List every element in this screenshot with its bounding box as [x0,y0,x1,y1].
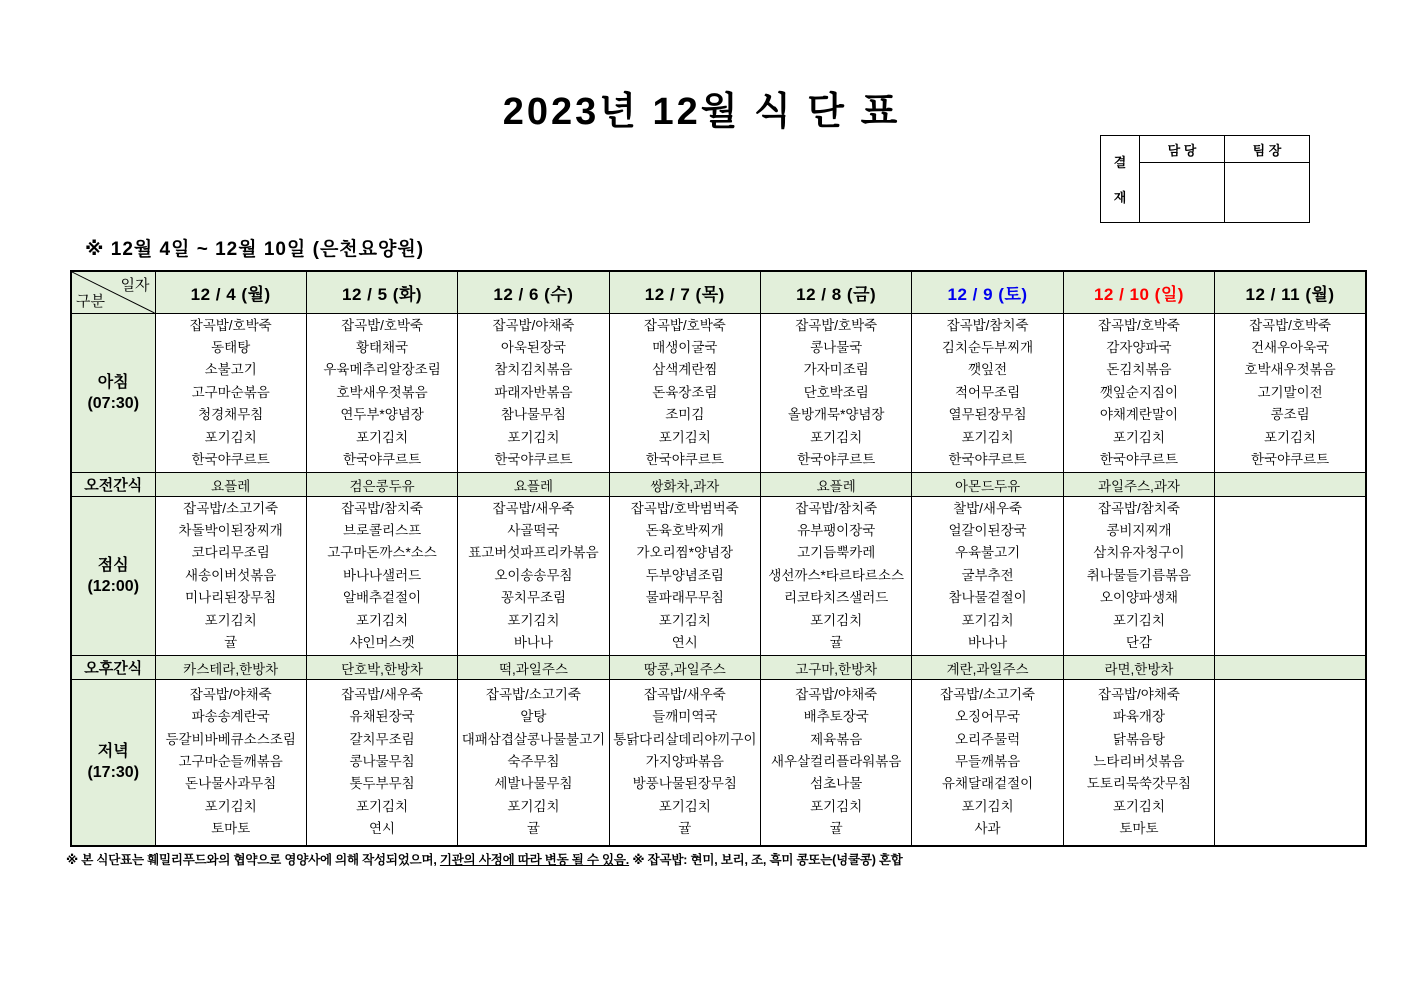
menu-item: 콩조림 [1270,407,1310,423]
menu-item: 포기김치 [204,612,257,628]
row-afternoon-snack [71,656,1366,680]
approval-col-staff: 담 당 [1140,136,1225,163]
menu-item: 가지양파볶음 [645,754,724,770]
menu-item: 삼치유자청구이 [1093,545,1185,561]
date-column-header: 12 / 8 (금) [761,271,912,314]
menu-item: 콩비지찌개 [1106,522,1172,538]
menu-item: 올방개묵*양념장 [787,407,885,423]
menu-item: 토마토 [211,821,251,837]
row-label-lunch [71,497,155,656]
menu-item: 귤 [829,635,843,651]
approval-staff-signature-cell [1140,163,1225,223]
menu-item: 굴부추전 [961,567,1014,583]
snack-cell [1215,656,1366,680]
menu-item: 한국야쿠르트 [1250,452,1330,468]
snack-cell: 과일주스,과자 [1063,473,1214,497]
approval-sign-char-2: 재 [1113,190,1127,205]
menu-cell [609,497,760,656]
menu-item: 생선까스*타르타르소스 [768,567,905,583]
menu-item: 콩나물국 [810,339,863,355]
menu-item: 토마토 [1119,821,1159,837]
menu-item: 포기김치 [810,798,863,814]
menu-item: 찰밥/새우죽 [953,500,1023,516]
snack-cell [1215,473,1366,497]
menu-item: 포기김치 [507,612,560,628]
snack-cell: 라면,한방차 [1063,656,1214,680]
menu-item: 바나나샐러드 [342,567,422,583]
menu-item: 고기듬뿍카레 [797,545,876,561]
footnote [66,850,1386,868]
menu-item: 통닭다리살데리야끼구이 [613,731,757,747]
menu-item: 돈나물사과무침 [185,776,277,792]
menu-item: 호박새우젓볶음 [1244,362,1336,378]
approval-col-manager: 팀 장 [1225,136,1310,163]
menu-item: 포기김치 [658,429,711,445]
footnote-part1: ※ 본 식단표는 훼밀리푸드와의 협약으로 영양사에 의해 작성되었으며, [66,853,440,867]
menu-item: 포기김치 [961,798,1014,814]
corner-date-label: 일자 [120,277,150,294]
menu-item: 귤 [224,635,238,651]
menu-item: 소불고기 [204,362,257,378]
menu-item: 바나나 [513,635,553,651]
menu-cell [458,314,609,473]
menu-item: 제육볶음 [810,731,863,747]
date-column-header: 12 / 10 (일) [1063,271,1214,314]
approval-table [1100,135,1310,223]
menu-item: 고기말이전 [1257,384,1323,400]
date-column-header: 12 / 9 (토) [912,271,1063,314]
menu-item: 포기김치 [1112,612,1166,628]
menu-item: 참나물겉절이 [948,590,1027,606]
menu-item: 세발나물무침 [494,776,573,792]
menu-item: 연두부*양념장 [340,407,424,423]
menu-item: 김치순두부찌개 [941,339,1034,355]
menu-item: 적어무조림 [954,384,1021,400]
snack-cell: 요플레 [761,473,912,497]
menu-cell [1215,497,1366,656]
menu-item: 파송송계란국 [191,709,270,725]
menu-item: 차돌박이된장찌개 [178,522,283,538]
menu-item: 오이송송무침 [494,567,573,583]
menu-item: 닭볶음탕 [1112,731,1166,747]
menu-item: 오이양파생채 [1099,590,1179,606]
menu-item: 잡곡밥/야채죽 [189,686,272,702]
menu-item: 포기김치 [355,612,409,628]
menu-item: 호박새우젓볶음 [336,384,428,400]
menu-item: 포기김치 [507,798,560,814]
menu-item: 잡곡밥/참치죽 [341,500,424,516]
menu-item: 잡곡밥/호박죽 [643,317,726,333]
menu-item: 돈김치볶음 [1106,362,1172,378]
menu-item: 샤인머스켓 [349,635,415,651]
menu-item: 단호박조림 [803,384,869,400]
menu-item: 잡곡밥/참치죽 [1097,500,1180,516]
menu-item: 포기김치 [961,429,1014,445]
menu-item: 귤 [526,821,540,837]
menu-item: 섬초나물 [810,776,863,792]
menu-item: 취나물들기름볶음 [1086,567,1192,583]
menu-item: 우육메추리알장조림 [323,362,441,378]
menu-cell [1215,680,1366,846]
menu-item: 고구마순볶음 [191,384,270,400]
menu-cell [458,497,609,656]
menu-item: 가오리찜*양념장 [636,545,734,561]
menu-item: 귤 [678,821,692,837]
snack-cell: 요플레 [155,473,306,497]
menu-item: 귤 [829,821,843,837]
menu-item: 야채계란말이 [1099,407,1179,423]
menu-cell [761,314,912,473]
footnote-underlined: 기관의 사정에 따라 변동 될 수 있음. [439,853,630,867]
menu-item: 포기김치 [204,429,257,445]
menu-item: 새우살컬리플라워볶음 [770,754,902,770]
menu-cell [912,497,1063,656]
row-label-morning-snack [71,473,155,497]
menu-item: 포기김치 [961,612,1014,628]
menu-item: 숙주무침 [507,754,560,770]
menu-cell [155,314,306,473]
menu-item: 방풍나물된장무침 [632,776,737,792]
date-column-header: 12 / 5 (화) [306,271,457,314]
menu-item: 무들깨볶음 [954,754,1021,770]
date-range-subtitle: ※ 12월 4일 ~ 12월 10일 (은천요양원) [85,239,425,260]
row-label-text: 저녁 [97,743,129,761]
menu-item: 잡곡밥/소고기죽 [485,686,581,702]
menu-cell [761,497,912,656]
menu-cell [1215,314,1366,473]
menu-item: 잡곡밥/호박죽 [1097,317,1180,333]
menu-item: 포기김치 [658,612,711,628]
menu-item: 잡곡밥/호박죽 [341,317,424,333]
row-morning-snack [71,473,1366,497]
menu-item: 잡곡밥/호박범벅죽 [630,500,739,516]
menu-item: 잡곡밥/소고기죽 [940,686,1036,702]
menu-item: 참나물무침 [500,407,567,423]
menu-item: 동태탕 [211,339,251,355]
menu-item: 포기김치 [658,798,711,814]
menu-item: 얼갈이된장국 [948,522,1027,538]
menu-item: 갈치무조림 [349,731,415,747]
approval-sign-char-1: 결 [1113,155,1127,170]
menu-item: 잡곡밥/야채죽 [492,317,575,333]
menu-item: 잡곡밥/호박죽 [189,317,272,333]
menu-item: 유부팽이장국 [797,522,876,538]
menu-item: 한국야쿠르트 [948,452,1027,468]
row-label-text: 오후간식 [84,660,143,677]
snack-cell: 요플레 [458,473,609,497]
menu-item: 리코타치즈샐러드 [784,590,889,606]
menu-item: 포기김치 [355,429,409,445]
menu-item: 파육개장 [1112,709,1166,725]
menu-cell [306,314,457,473]
menu-cell [1063,314,1214,473]
menu-item: 배추토장국 [803,709,869,725]
menu-item: 잡곡밥/새우죽 [492,500,575,516]
menu-table [70,270,1367,847]
snack-cell: 카스테라,한방차 [155,656,306,680]
approval-manager-signature-cell [1225,163,1310,223]
snack-cell: 아몬드두유 [912,473,1063,497]
menu-item: 돈육장조림 [652,384,718,400]
menu-cell [912,680,1063,846]
menu-item: 알배추겉절이 [342,590,422,606]
date-column-header: 12 / 6 (수) [458,271,609,314]
page-title: 2023년 12월 식 단 표 [502,91,901,133]
menu-item: 깻잎순지짐이 [1099,384,1179,400]
snack-cell: 검은콩두유 [306,473,457,497]
row-label-text: 점심 [97,557,129,574]
menu-item: 유채된장국 [349,709,415,725]
menu-item: 포기김치 [355,798,409,814]
menu-item: 한국야쿠르트 [1099,452,1179,468]
menu-item: 가자미조림 [803,362,869,378]
menu-item: 콩나물무침 [349,754,415,770]
table-header-row [71,271,1366,314]
row-label-time: (17:30) [87,764,140,782]
snack-cell: 떡,과일주스 [458,656,609,680]
menu-item: 고구마돈까스*소스 [327,545,437,561]
menu-item: 포기김치 [507,429,560,445]
menu-item: 고구마순들깨볶음 [178,754,283,770]
menu-item: 삼색계란찜 [652,362,718,378]
menu-item: 대패삼겹살콩나물불고기 [461,731,606,747]
menu-item: 바나나 [968,635,1008,651]
menu-cell [306,680,457,846]
menu-cell [1063,497,1214,656]
snack-cell: 계란,과일주스 [912,656,1063,680]
row-label-breakfast [71,314,155,473]
row-label-afternoon-snack [71,656,155,680]
menu-item: 포기김치 [1112,798,1166,814]
menu-item: 도토리묵쑥갓무침 [1086,776,1192,792]
row-label-text: 오전간식 [84,477,143,494]
menu-cell [458,680,609,846]
menu-item: 알탕 [520,709,547,725]
menu-item: 잡곡밥/새우죽 [341,686,424,702]
menu-item: 잡곡밥/야채죽 [795,686,878,702]
menu-item: 사과 [974,821,1001,837]
menu-item: 톳두부무침 [349,776,415,792]
menu-item: 잡곡밥/야채죽 [1097,686,1180,702]
menu-item: 잡곡밥/호박죽 [795,317,878,333]
corner-category-label: 구분 [76,293,105,310]
row-breakfast [71,314,1366,473]
menu-item: 꽁치무조림 [500,590,567,606]
menu-item: 건새우아욱국 [1250,339,1330,355]
row-lunch [71,497,1366,656]
menu-cell [609,680,760,846]
menu-item: 연시 [671,635,698,651]
menu-item: 참치김치볶음 [494,362,573,378]
menu-item: 깻잎전 [968,362,1008,378]
menu-item: 미나리된장무침 [185,590,277,606]
row-label-time: (07:30) [87,395,140,412]
date-column-header: 12 / 4 (월) [155,271,306,314]
menu-item: 물파래무무침 [645,590,724,606]
snack-cell: 땅콩,과일주스 [609,656,760,680]
menu-item: 잡곡밥/소고기죽 [183,500,279,516]
menu-item: 등갈비바베큐소스조림 [165,731,296,747]
menu-item: 오리주물럭 [954,731,1021,747]
footnote-part2: ※ 잡곡밥: 현미, 보리, 조, 흑미 콩또는(넝쿨콩) 혼합 [629,853,903,867]
menu-item: 한국야쿠르트 [191,452,270,468]
snack-cell: 고구마,한방차 [761,656,912,680]
menu-cell [1063,680,1214,846]
menu-item: 포기김치 [1112,429,1166,445]
menu-item: 단감 [1125,635,1152,651]
menu-item: 느타리버섯볶음 [1093,754,1185,770]
date-column-header: 12 / 11 (월) [1215,271,1366,314]
menu-item: 표고버섯파프리카볶음 [468,545,599,561]
menu-item: 포기김치 [810,612,863,628]
menu-cell [609,314,760,473]
menu-item: 매생이굴국 [652,339,718,355]
menu-cell [155,497,306,656]
row-dinner [71,680,1366,846]
row-label-dinner [71,680,155,846]
menu-item: 한국야쿠르트 [645,452,724,468]
menu-item: 감자양파국 [1106,339,1172,355]
menu-item: 아욱된장국 [500,339,567,355]
menu-cell [306,497,457,656]
menu-item: 유채달래겉절이 [941,776,1034,792]
snack-cell: 단호박,한방차 [306,656,457,680]
menu-item: 오징어무국 [954,709,1021,725]
menu-item: 한국야쿠르트 [797,452,876,468]
row-label-text: 아침 [97,374,129,391]
corner-cell [71,271,155,314]
menu-item: 잡곡밥/새우죽 [643,686,726,702]
menu-item: 새송이버섯볶음 [185,567,277,583]
menu-item: 황태채국 [355,339,409,355]
snack-cell: 쌍화차,과자 [609,473,760,497]
menu-item: 잡곡밥/참치죽 [946,317,1029,333]
menu-item: 청경채무침 [198,407,264,423]
menu-cell [912,314,1063,473]
menu-item: 한국야쿠르트 [494,452,573,468]
menu-cell [155,680,306,846]
menu-item: 연시 [369,821,396,837]
menu-item: 조미김 [665,407,705,423]
menu-item: 브로콜리스프 [342,522,422,538]
row-label-time: (12:00) [87,578,140,595]
menu-item: 포기김치 [810,429,863,445]
menu-item: 포기김치 [1263,429,1317,445]
menu-item: 파래자반볶음 [494,384,573,400]
menu-item: 코다리무조림 [191,545,270,561]
menu-cell [761,680,912,846]
menu-item: 우육불고기 [954,545,1021,561]
menu-item: 사골떡국 [507,522,560,538]
menu-item: 돈육호박찌개 [645,522,724,538]
date-column-header: 12 / 7 (목) [609,271,760,314]
menu-item: 잡곡밥/호박죽 [1249,317,1332,333]
menu-item: 포기김치 [204,798,257,814]
menu-item: 들깨미역국 [652,709,718,725]
menu-item: 두부양념조림 [645,567,724,583]
menu-item: 한국야쿠르트 [342,452,422,468]
menu-item: 열무된장무침 [948,407,1027,423]
approval-sign-label [1101,136,1140,223]
menu-item: 잡곡밥/참치죽 [795,500,878,516]
